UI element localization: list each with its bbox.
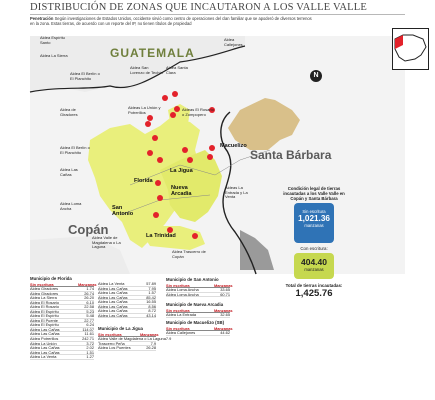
label-aldea: Aldea Valle de Magdalena o La Laguna [92,235,121,250]
row-manzanas: 6.24 [86,322,94,328]
page-title: DISTRIBUCIÓN DE ZONAS QUE INCAUTARON A LOS VALLE VALLE [30,2,368,13]
row-aldea: Aldea Las Cañas [98,299,128,305]
region-copan: Copán [68,222,109,237]
dot-san-lorenzo [172,91,178,97]
row-manzanas: 1.74 [86,286,94,291]
summary-title: Condición legal de tierras incautadas a los Valle Valle en Copán y Santa Bárbara [283,186,345,201]
sin-escritura-pill [294,203,334,243]
row-aldea: Aldea Las Cañas [98,312,128,318]
label-aldea: Aldea Trascerro de Copán [172,249,206,259]
row-aldea: Aldea El Rosario [30,304,59,310]
municipio-table [166,302,233,318]
row-aldea: Aldea Las Cañas [98,303,128,309]
town-la-trinidad: La Trinidad [146,233,176,239]
table-header-cell: Manzanas [214,283,233,288]
label-aldea: Aldeas La Entrada y La Venta [225,185,248,200]
row-aldea: Aldea El Rosario [30,299,59,305]
row-manzanas: 43.14 [146,312,156,318]
row-manzanas: 26.20 [84,295,94,301]
legal-summary [276,186,352,299]
north-arrow-icon: N [310,70,322,82]
row-manzanas: 3.72 [86,340,94,346]
municipio-table [98,326,172,351]
row-aldea: Aldea Las Cañas [30,345,60,351]
label-aldea: Aldea La Sierra [40,53,68,58]
row-manzanas: 7.9 [165,336,172,341]
row-manzanas: 22.77 [84,317,94,323]
row-aldea: Aldea Las Cañas [98,285,128,291]
row-aldea: Aldea Los Puentes [98,345,131,351]
table-title: Municipio de San Antonio [166,277,219,282]
label-aldea: Aldea Espíritu Santo [40,35,65,45]
row-manzanas: 26.28 [146,345,156,351]
con-escritura-unit: manzanas [304,267,324,272]
row-manzanas: 7.95 [148,285,156,291]
row-manzanas: 8.72 [148,308,156,314]
row-aldea: Aldea La Venta [30,354,57,360]
town-san-antonio: San Antonio [112,205,134,217]
town-macuelizo: Macuelizo [220,143,247,149]
dot-jigua [207,154,213,160]
row-aldea: Aldea Las Cañas [30,349,60,355]
intro-lead: Penetración [30,16,54,21]
label-aldea: Aldea Callejones [224,37,243,47]
municipio-table [166,277,233,297]
table-row [98,314,156,319]
row-aldea: Aldea El Espíritu [30,322,59,328]
row-manzanas: 5.48 [86,313,94,319]
row-aldea: Aldea Las Cañas [30,326,60,332]
region-guatemala: GUATEMALA [110,46,195,60]
row-aldea: Aldea El Espíritu [30,313,59,319]
row-aldea: Aldea Potrerillos [30,336,59,342]
intro-body: Según investigaciones de Estados Unidos, occidente sirvió como centro de operaciones del clan familiar que se apoderó de diversos terrenos en la zona. Estas tierras, de acuerdo con un reporte del IP, no tienen títulos de propiedad [30,16,312,27]
table-header-cell: Sin escritura [166,326,190,331]
row-aldea: Aldea Callejones [166,330,196,335]
row-manzanas: 22.58 [84,304,94,310]
row-aldea: Aldea Las Cañas [30,331,60,337]
town-nueva-arcadia: Nueva Arcadia [171,185,192,197]
dot-santa-clara [174,106,180,112]
table-row [98,346,156,351]
row-aldea: Aldea El Puente [30,317,58,323]
row-manzanas: 1.51 [86,349,94,355]
municipio-table [166,320,233,336]
table-header-cell: Manzanas [140,332,159,337]
row-manzanas: 85.42 [146,294,156,300]
row-aldea: Aldea Valle de Magdalena o La Laguna [98,336,166,341]
dot-loma-ancha [153,212,159,218]
row-manzanas: 242.71 [82,336,94,342]
dot-zompopero [187,157,193,163]
con-escritura-pill [294,253,334,279]
con-escritura-label: Con escritura: [300,246,328,251]
label-aldea: Aldea San Lorenzo de Techín [130,65,163,75]
label-aldea: Aldea Santa Clara [166,65,188,75]
row-aldea: Aldea Giradores [30,290,59,296]
honduras-outline [393,29,428,69]
table-header-cell: Manzanas [78,282,97,287]
label-aldea: Aldea de Giradores [60,107,78,117]
town-la-jigua: La Jigua [170,168,193,174]
row-aldea: Aldea Loma Ancha [166,287,199,292]
locator-inset [392,28,429,70]
dot-el-berlin [152,135,158,141]
row-aldea: Aldea Las Cañas [98,290,128,296]
sin-escritura-unit: manzanas [304,223,324,228]
dot-giradores [147,115,153,121]
dot-magdalena [192,233,198,239]
dot-la-sierra [145,121,151,127]
table-row [30,355,94,360]
table-row [166,293,230,298]
row-manzanas: 57.89 [146,281,156,286]
row-manzanas: 16.55 [146,299,156,305]
row-aldea: Aldea El Espíritu [30,308,59,314]
row-manzanas: 2.02 [86,345,94,351]
dot-potrerillos [170,112,176,118]
label-aldea: Aldea Las Cañas [60,167,78,177]
row-manzanas: 26.74 [84,290,94,296]
row-manzanas: 11.61 [84,331,94,337]
label-aldea: Aldea El Berlín o El Planchito [70,71,100,81]
row-aldea: Aldea Loma Ancha [166,291,199,297]
total-label: Total de tierras incautadas: [285,283,343,288]
row-manzanas: 1.57 [148,290,156,296]
town-florida: Florida [134,178,153,184]
table-header-cell: Sin escritura [30,282,54,287]
con-escritura-value: 404.40 [301,257,327,267]
row-aldea: Aldea La Entrada [166,312,197,317]
table-row [166,313,230,318]
dot-la-entrada [155,180,161,186]
table-header-cell: Manzanas [214,326,233,331]
table-header-cell: Sin escritura [166,283,190,288]
sin-escritura-label: Sin escritura [302,209,326,214]
row-aldea: Aldea Giradores [30,286,59,291]
dot-san-antonio [157,195,163,201]
label-aldea: Aldeas La Unión y Potrerillos [128,105,161,115]
row-aldea: Aldea Las Cañas [98,308,128,314]
label-aldea: Aldea El Berlín o El Planchito [60,145,90,155]
table-row [166,331,230,336]
municipio-table [30,276,97,360]
row-manzanas: 44.62 [220,330,230,335]
table-title: Municipio de Nueva Arcadia [166,302,224,307]
row-manzanas: 6.10 [86,299,94,305]
row-manzanas: 7.9 [150,340,156,346]
total-value: 1,425.76 [295,288,333,299]
table-header-cell: Sin escritura [98,332,122,337]
row-manzanas: 1.27 [86,354,94,360]
row-manzanas: 8.56 [148,303,156,309]
row-manzanas: 60.71 [220,291,230,297]
row-manzanas: 5.23 [86,308,94,314]
table-title: Municipio de Macuelizo (SB) [166,320,225,325]
region-santa-barbara: Santa Bárbara [250,148,332,162]
row-aldea: Aldea La Sierra [30,295,57,301]
label-aldea: Aldeas El Rosario o Zompopero [182,107,214,117]
row-manzanas: 33.65 [220,287,230,292]
row-aldea: Aldea La Unión [30,340,57,346]
row-aldea: Aldea Las Cañas [98,294,128,300]
sin-escritura-value: 1,021.36 [298,214,330,223]
label-aldea: Aldea Loma Ancha [60,201,82,211]
dot-el-rosario [182,147,188,153]
dot-macuelizo [209,145,215,151]
dot-florida [157,157,163,163]
municipio-table [98,282,156,318]
table-header-cell: Sin escritura [166,308,190,313]
row-aldea: Aldea La Venta [98,281,125,286]
row-manzanas: 114.07 [82,326,94,332]
dot-la-union [162,95,168,101]
dot-las-canas [147,150,153,156]
table-title: Municipio de La Jigua [98,326,143,331]
table-title: Municipio de Florida [30,276,72,281]
row-manzanas: 32.65 [220,312,230,317]
table-header-cell: Manzanas [214,308,233,313]
row-aldea: Trascerro Peña [98,340,125,346]
